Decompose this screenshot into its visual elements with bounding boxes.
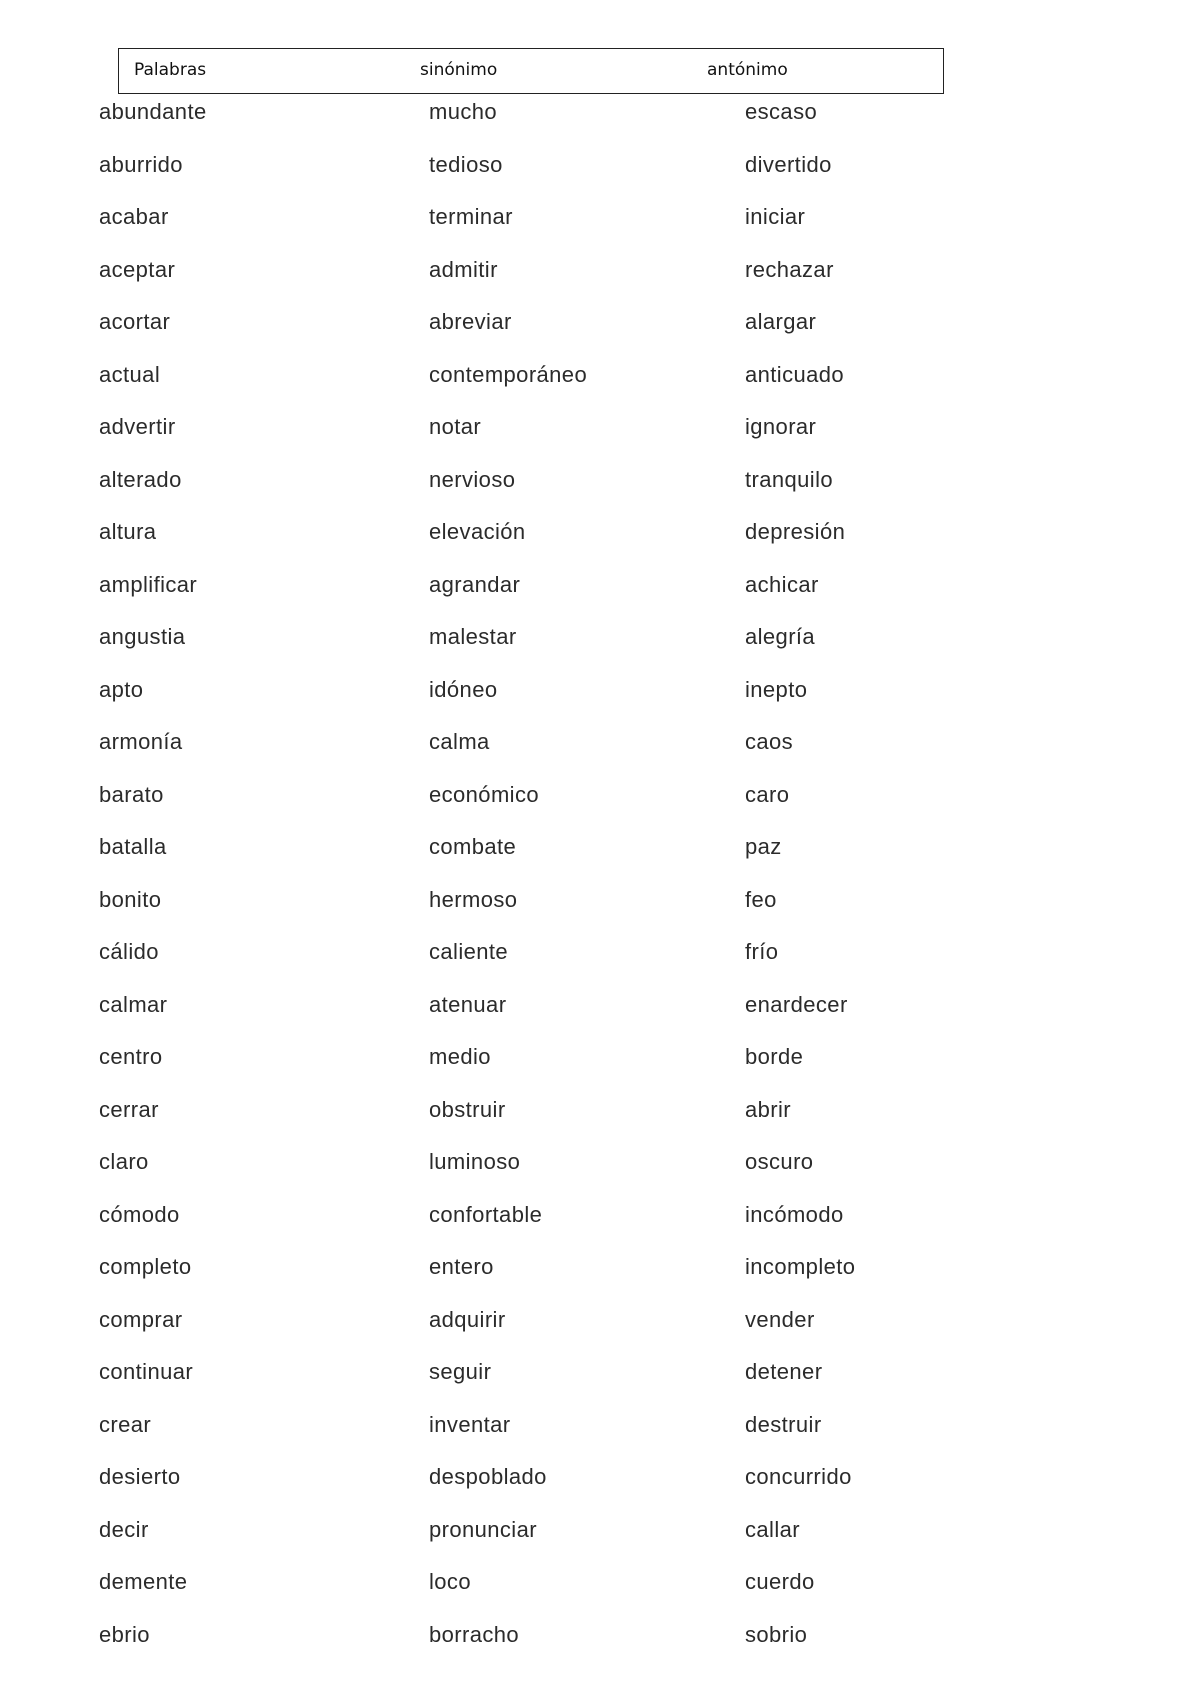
table-row: [0, 780, 1200, 833]
word-cell: actual: [99, 361, 161, 387]
word-cell: bonito: [99, 886, 162, 912]
antonym-cell: frío: [745, 939, 779, 964]
table-row: [0, 1410, 1200, 1463]
synonym-cell: adquirir: [429, 1306, 506, 1332]
antonym-cell: anticuado: [745, 361, 845, 387]
antonym-cell: rechazar: [745, 256, 834, 282]
antonym-cell: detener: [745, 1359, 823, 1384]
word-cell: centro: [99, 1044, 163, 1069]
antonym-cell: cuerdo: [745, 1569, 815, 1594]
table-row: [0, 202, 1200, 255]
antonym-cell: inepto: [745, 676, 808, 702]
antonym-cell: ignorar: [745, 414, 817, 439]
synonym-cell: abreviar: [429, 309, 512, 334]
table-row: [0, 885, 1200, 938]
synonym-cell: atenuar: [429, 991, 507, 1017]
word-cell: batalla: [99, 834, 167, 859]
synonym-cell: malestar: [429, 624, 517, 649]
word-cell: aceptar: [99, 256, 176, 282]
synonym-cell: hermoso: [429, 886, 518, 912]
word-cell: claro: [99, 1149, 149, 1174]
word-cell: armonía: [99, 729, 183, 754]
synonym-cell: agrandar: [429, 571, 521, 597]
antonym-cell: callar: [745, 1516, 800, 1542]
antonym-cell: abrir: [745, 1096, 792, 1122]
synonym-cell: pronunciar: [429, 1516, 537, 1542]
table-row: [0, 570, 1200, 623]
antonym-cell: oscuro: [745, 1149, 814, 1174]
word-cell: acortar: [99, 309, 171, 334]
table-row: [0, 1515, 1200, 1568]
synonym-cell: nervioso: [429, 466, 516, 492]
synonym-cell: borracho: [429, 1621, 520, 1647]
word-list: [0, 97, 1200, 1672]
word-cell: desierto: [99, 1464, 181, 1489]
antonym-cell: escaso: [745, 99, 818, 124]
word-cell: crear: [99, 1411, 152, 1437]
antonym-cell: sobrio: [745, 1621, 808, 1647]
synonym-cell: tedioso: [429, 151, 503, 177]
word-cell: decir: [99, 1516, 149, 1542]
antonym-cell: divertido: [745, 151, 832, 177]
synonym-cell: admitir: [429, 256, 498, 282]
table-row: [0, 255, 1200, 308]
word-cell: acabar: [99, 204, 169, 229]
word-cell: altura: [99, 519, 157, 544]
synonym-cell: idóneo: [429, 676, 498, 702]
synonym-cell: mucho: [429, 99, 498, 124]
synonym-cell: entero: [429, 1254, 494, 1279]
antonym-cell: borde: [745, 1044, 804, 1069]
table-row: [0, 307, 1200, 360]
table-row: [0, 360, 1200, 413]
table-row: [0, 150, 1200, 203]
word-cell: barato: [99, 781, 164, 807]
synonym-cell: luminoso: [429, 1149, 521, 1174]
word-cell: alterado: [99, 466, 182, 492]
table-row: [0, 1147, 1200, 1200]
table-row: [0, 412, 1200, 465]
word-cell: cerrar: [99, 1096, 159, 1122]
word-cell: demente: [99, 1569, 188, 1594]
header-sinonimo: sinónimo: [420, 60, 498, 80]
table-row: [0, 465, 1200, 518]
table-header: [118, 48, 944, 94]
antonym-cell: destruir: [745, 1411, 822, 1437]
synonym-cell: terminar: [429, 204, 513, 229]
table-row: [0, 1095, 1200, 1148]
synonym-cell: combate: [429, 834, 517, 859]
word-cell: ebrio: [99, 1621, 150, 1647]
word-cell: advertir: [99, 414, 176, 439]
synonym-cell: caliente: [429, 939, 509, 964]
antonym-cell: iniciar: [745, 204, 806, 229]
word-cell: amplificar: [99, 571, 198, 597]
table-row: [0, 990, 1200, 1043]
table-row: [0, 937, 1200, 990]
word-cell: calmar: [99, 991, 168, 1017]
antonym-cell: alargar: [745, 309, 817, 334]
antonym-cell: caro: [745, 781, 790, 807]
table-row: [0, 1357, 1200, 1410]
table-row: [0, 1200, 1200, 1253]
header-antonimo: antónimo: [707, 60, 788, 80]
word-cell: completo: [99, 1254, 192, 1279]
synonym-cell: seguir: [429, 1359, 492, 1384]
antonym-cell: vender: [745, 1306, 815, 1332]
table-row: [0, 97, 1200, 150]
word-cell: angustia: [99, 624, 186, 649]
table-row: [0, 1042, 1200, 1095]
antonym-cell: incompleto: [745, 1254, 856, 1279]
word-cell: abundante: [99, 99, 207, 124]
table-row: [0, 1462, 1200, 1515]
synonym-cell: económico: [429, 781, 539, 807]
antonym-cell: achicar: [745, 571, 819, 597]
antonym-cell: enardecer: [745, 991, 848, 1017]
antonym-cell: tranquilo: [745, 466, 833, 492]
table-row: [0, 1305, 1200, 1358]
synonym-cell: inventar: [429, 1411, 511, 1437]
synonym-cell: loco: [429, 1569, 471, 1594]
word-cell: aburrido: [99, 151, 183, 177]
word-cell: cálido: [99, 939, 159, 964]
synonym-cell: obstruir: [429, 1096, 506, 1122]
table-row: [0, 1567, 1200, 1620]
synonym-cell: contemporáneo: [429, 361, 588, 387]
antonym-cell: feo: [745, 886, 777, 912]
table-row: [0, 517, 1200, 570]
antonym-cell: caos: [745, 729, 794, 754]
word-cell: continuar: [99, 1359, 194, 1384]
synonym-cell: despoblado: [429, 1464, 547, 1489]
synonym-cell: medio: [429, 1044, 491, 1069]
table-row: [0, 832, 1200, 885]
synonym-cell: confortable: [429, 1201, 543, 1227]
antonym-cell: paz: [745, 834, 782, 859]
table-row: [0, 1252, 1200, 1305]
synonym-cell: elevación: [429, 519, 526, 544]
table-row: [0, 622, 1200, 675]
table-row: [0, 675, 1200, 728]
antonym-cell: alegría: [745, 624, 816, 649]
antonym-cell: incómodo: [745, 1201, 844, 1227]
header-palabras: Palabras: [134, 60, 207, 80]
word-cell: comprar: [99, 1306, 183, 1332]
word-cell: cómodo: [99, 1201, 180, 1227]
antonym-cell: concurrido: [745, 1464, 852, 1489]
word-cell: apto: [99, 676, 144, 702]
antonym-cell: depresión: [745, 519, 846, 544]
table-row: [0, 1620, 1200, 1673]
synonym-cell: notar: [429, 414, 482, 439]
synonym-cell: calma: [429, 729, 490, 754]
table-row: [0, 727, 1200, 780]
